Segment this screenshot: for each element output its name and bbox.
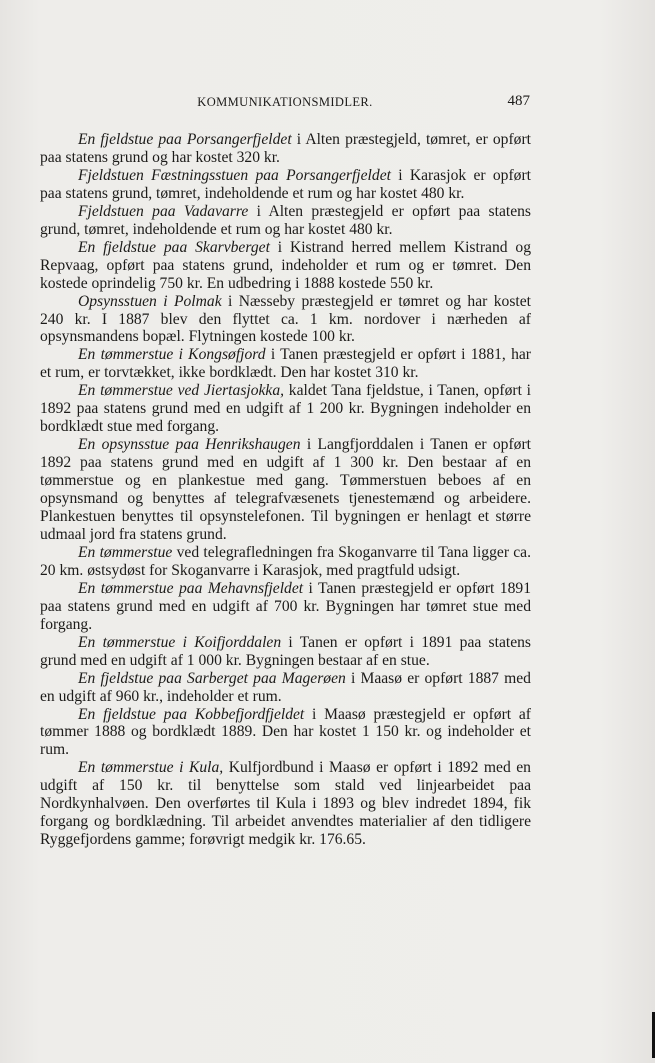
paragraph-kobbefjordfjeldet [40, 706, 531, 760]
page-number: 487 [507, 93, 530, 109]
entry-title: En fjeldstue paa Skarvberget [78, 238, 270, 256]
page-header [40, 93, 530, 113]
paragraph-vadavarre [40, 203, 531, 239]
entry-text: i Tanen er opført i 1891 paa statens grund med en udgift af 1 000 kr. Bygningen bestaar af en stue. [40, 633, 531, 669]
paragraph-jiertasjokka [40, 382, 531, 436]
entry-title: Fjeldstuen paa Vadavarre [78, 202, 249, 220]
entry-text: i Tanen præstegjeld er opført i 1881, har et rum, er torvtækket, ikke bordklædt. Den har kostet 310 kr. [40, 346, 531, 382]
paragraph-kula [40, 759, 531, 849]
entry-text: i Maasø er opført 1887 med en udgift af 960 kr., indeholder et rum. [40, 669, 531, 705]
paragraph-polmak [40, 293, 531, 347]
entry-text: i Maasø præstegjeld er opført af tømmer 1888 og bordklædt 1889. Den har kostet 1 150 kr. og indeholder et rum. [40, 705, 531, 759]
paragraph-porsangerfjeldet [40, 131, 531, 167]
entry-title: En tømmerstue i Kula, [78, 759, 224, 777]
entry-title: En tømmerstue ved Jiertasjokka, [78, 382, 285, 400]
entry-text: i Tanen præstegjeld er opført 1891 paa statens grund med en udgift af 700 kr. Bygningen har tømret stue med forgang. [40, 579, 531, 633]
paragraph-koifjorddalen [40, 634, 531, 670]
entry-title: Fjeldstuen Fæstningsstuen paa Porsangerfjeldet [78, 166, 391, 184]
entry-title: En opsynsstue paa Henrikshaugen [78, 436, 301, 454]
entry-text: i Alten præstegjeld, tømret, er opført paa statens grund og har kostet 320 kr. [40, 131, 531, 166]
entry-title: En tømmerstue paa Mehavnsfjeldet [78, 579, 304, 597]
entry-text: i Langfjorddalen i Tanen er opført 1892 paa statens grund med en udgift af 1 300 kr. Den bestaar af en tømmerstue og en plankestue med gang. Tømmerstuen beboes af en opsynsmand og benyttes af telegrafvæsenets tjenestemænd og arbeidere. Plankestuen benyttes til opsynstelefonen. Til bygningen er henlagt et større udmaal jord fra statens grund. [40, 436, 531, 543]
entry-text: kaldet Tana fjeldstue, i Tanen, opført i 1892 paa statens grund med en udgift af 1 200 kr. Bygningen indeholder en bordklædt stue med forgang. [40, 382, 531, 436]
entry-title: En tømmerstue [78, 543, 173, 561]
entry-text: i Næsseby præstegjeld er tømret og har kostet 240 kr. I 1887 blev den flyttet ca. 1 km. nordover i nærheden af opsynsmandens bopæl. Flytningen kostede 100 kr. [40, 292, 531, 346]
entry-title: En tømmerstue i Kongsøfjord [78, 346, 266, 364]
running-title: KOMMUNIKATIONSMIDLER. [197, 95, 373, 109]
entry-title: En fjeldstue paa Kobbefjordfjeldet [78, 705, 305, 723]
body-text [40, 131, 531, 849]
paragraph-mehavnsfjeldet [40, 580, 531, 634]
entry-text: Kulfjordbund i Maasø er opført i 1892 med en udgift af 150 kr. til benyttelse som stald ved linjearbeidet paa Nordkynhalvøen. Den overførtes til Kula i 1893 og blev indredet 1894, fik forgang og bordklædning. Til arbeidet anvendtes materialier af den tidligere Ryggefjordens gamme; forøvrigt medgik kr. 176.65. [40, 759, 531, 849]
paragraph-sarberget [40, 670, 531, 706]
entry-title: En fjeldstue paa Sarberget paa Magerøen [78, 669, 346, 687]
paragraph-henrikshaugen [40, 436, 531, 544]
entry-title: Opsynsstuen i Polmak [78, 292, 222, 310]
paragraph-faestningsstuen [40, 167, 531, 203]
entry-text: ved telegrafledningen fra Skoganvarre til Tana ligger ca. 20 km. østsydøst for Skoganvarre i Karasjok, med pragtfuld udsigt. [40, 543, 532, 579]
entry-title: En tømmerstue i Koifjorddalen [78, 633, 282, 651]
paragraph-skoganvarre [40, 544, 531, 580]
paragraph-kongsoefjord [40, 346, 531, 382]
entry-text: i Kistrand herred mellem Kistrand og Repvaag, opført paa statens grund, indeholder et rum og er tømret. Den kostede oprindelig 750 kr. En udbedring i 1888 kostede 550 kr. [40, 238, 531, 292]
entry-text: i Alten præstegjeld er opført paa statens grund, tømret, indeholdende et rum og har kostet 480 kr. [40, 202, 531, 238]
entry-text: i Karasjok er opført paa statens grund, tømret, indeholdende et rum og har kostet 480 kr. [40, 166, 531, 202]
entry-title: En fjeldstue paa Porsangerfjeldet [78, 131, 292, 148]
paragraph-skarvberget [40, 239, 531, 293]
